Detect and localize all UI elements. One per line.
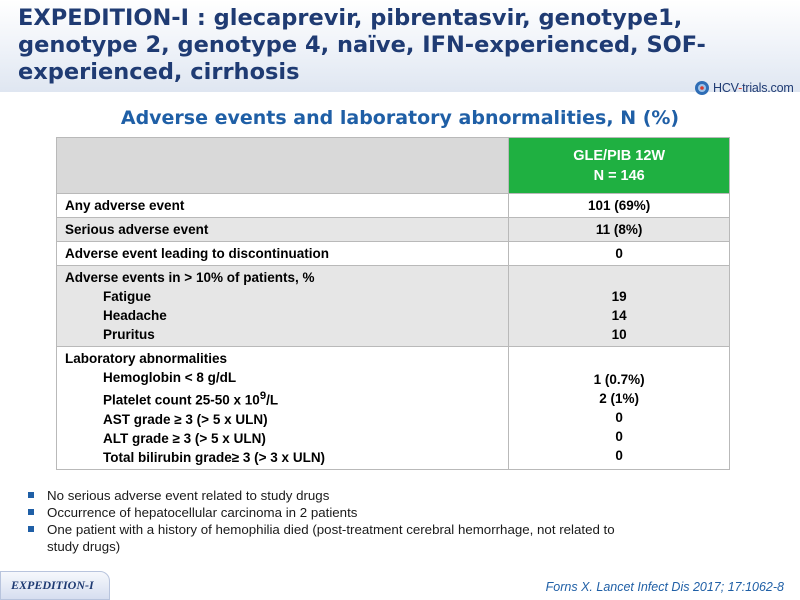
study-tab-label: EXPEDITION-I [11,578,94,592]
list-item [28,521,628,555]
citation: Forns X. Lancet Infect Dis 2017; 17:1062-8 [545,580,784,594]
row-label: Adverse event leading to discontinuation [57,242,509,266]
lab-item-value: 2 (1%) [599,390,640,406]
group-header-cell [509,138,730,194]
group-n: N = 146 [593,167,645,184]
note-text: No serious adverse event related to study drugs [47,488,330,503]
table-header-row [57,138,730,194]
note-text: One patient with a history of hemophilia died (post-treatment cerebral hemorrhage, not related to study drugs) [47,522,615,554]
logo-text-dash: - [738,81,743,95]
header-blank-cell [57,138,509,194]
lab-item-label: Hemoglobin < 8 g/dL [103,370,237,385]
ae-item-value: 10 [611,327,627,342]
lab-item-label-text: Platelet count 25-50 x 10 [103,392,260,408]
logo-text-trials: trials.com [742,81,794,95]
table-row [57,194,730,218]
square-bullet-icon [28,526,34,532]
ae-item-label: Headache [103,308,167,323]
row-value: 101 (69%) [509,194,730,218]
ae-block-values [509,266,730,347]
ae-item-label: Fatigue [103,289,152,304]
ae-item-value: 19 [611,289,627,304]
logo-text [713,81,794,95]
ae-block-heading: Adverse events in > 10% of patients, % [65,270,315,285]
spacer [517,268,721,287]
row-value: 0 [509,242,730,266]
lab-item-label: Total bilirubin grade≥ 3 (> 3 x ULN) [103,449,326,465]
notes-list [28,487,628,555]
table-row [57,218,730,242]
list-item [28,504,628,521]
table-row-lab-block [57,347,730,470]
slide-title: EXPEDITION-I : glecaprevir, pibrentasvir, genotype1, genotype 2, genotype 4, naïve, IFN-experienced, SOF-experienced, cirrhosis [18,5,706,85]
study-tab [0,571,110,600]
adverse-events-table [56,137,730,470]
ae-item-value: 14 [611,308,627,323]
lab-item-value: 0 [615,409,623,425]
table-row-ae-block [57,266,730,347]
table-subtitle: Adverse events and laboratory abnormalities, N (%) [120,107,680,129]
square-bullet-icon [28,492,34,498]
lab-item-label: ALT grade ≥ 3 (> 5 x ULN) [103,430,266,446]
spacer [517,351,721,370]
lab-item-label-unit: /L [266,392,279,408]
lab-block-labels [57,347,509,470]
row-label: Any adverse event [57,194,509,218]
lab-item-value: 0 [615,428,623,444]
group-label: GLE/PIB 12W [573,147,666,164]
square-bullet-icon [28,509,34,515]
lab-item-value: 1 (0.7%) [593,371,645,387]
logo-text-hcv: HCV [713,81,739,95]
lab-item-label-exponent: 9 [259,390,267,402]
row-label: Serious adverse event [57,218,509,242]
lab-item-value: 0 [615,447,623,463]
ae-block-labels [57,266,509,347]
ae-item-label: Pruritus [103,327,155,342]
lab-item-label [65,387,500,410]
list-item [28,487,628,504]
table-row [57,242,730,266]
row-value: 11 (8%) [509,218,730,242]
hcv-logo-icon [694,80,710,96]
hcv-trials-logo [694,79,794,97]
note-text: Occurrence of hepatocellular carcinoma in 2 patients [47,505,358,520]
lab-item-label: AST grade ≥ 3 (> 5 x ULN) [103,411,268,427]
lab-block-values [509,347,730,470]
lab-block-heading: Laboratory abnormalities [65,351,228,366]
